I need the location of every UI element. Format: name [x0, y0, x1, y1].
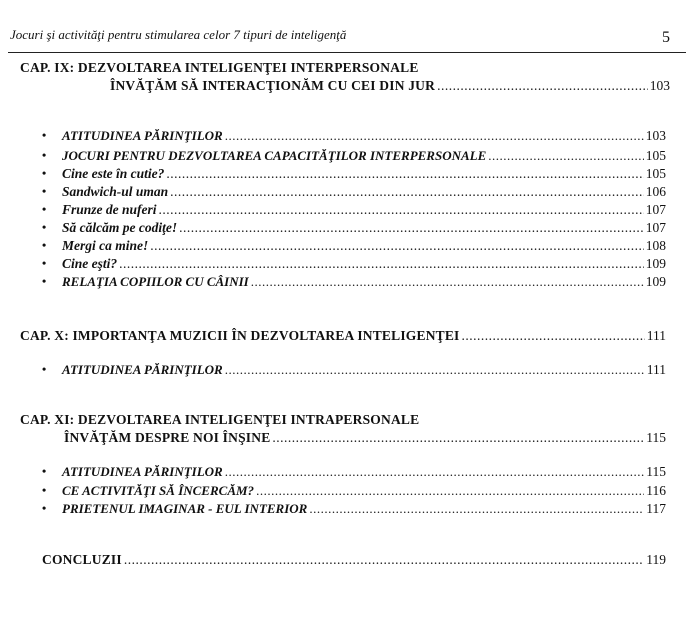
toc-entry-page: 109: [645, 256, 666, 271]
toc-entry-label: CE ACTIVITĂŢI SĂ ÎNCERCĂM?: [62, 483, 255, 498]
leader-dots: [225, 464, 645, 480]
leader-dots: [251, 274, 644, 290]
bullet-icon: •: [42, 202, 47, 216]
conclusions-entry: [42, 552, 666, 568]
toc-entry-page: 107: [645, 202, 666, 217]
toc-entry-label: ATITUDINEA PĂRINŢILOR: [62, 362, 223, 377]
bullet-icon: •: [42, 184, 47, 198]
toc-entry-label: Mergi ca mine!: [62, 238, 149, 253]
leader-dots: [272, 430, 644, 446]
toc-entry-label: Să călcăm pe codiţe!: [62, 220, 178, 235]
bullet-icon: •: [42, 274, 47, 288]
leader-dots: [462, 328, 645, 344]
leader-dots: [159, 202, 644, 218]
running-header: [10, 27, 676, 43]
bullet-icon: •: [42, 220, 47, 234]
toc-entry-label: RELAŢIA COPIILOR CU CÂINII: [62, 274, 249, 289]
chapter-10-title: CAP. X: IMPORTANŢA MUZICII ÎN DEZVOLTAREA INTELIGENŢEI: [20, 328, 460, 343]
bullet-icon: •: [42, 501, 47, 515]
toc-entry-page: 106: [645, 184, 666, 199]
page-number: 5: [662, 29, 670, 46]
toc-entry-label: ATITUDINEA PĂRINŢILOR: [62, 128, 223, 143]
bullet-icon: •: [42, 464, 47, 478]
toc-entry-label: PRIETENUL IMAGINAR - EUL INTERIOR: [62, 501, 308, 516]
leader-dots: [124, 552, 644, 568]
toc-entry-page: 105: [645, 148, 666, 163]
bullet-icon: •: [42, 483, 47, 497]
chapter-9-title: CAP. IX: DEZVOLTAREA INTELIGENŢEI INTERPERSONALE: [20, 60, 419, 75]
toc-entry: [62, 184, 666, 200]
toc-entry: [62, 148, 666, 164]
running-title: Jocuri şi activităţi pentru stimularea celor 7 tipuri de inteligenţă: [10, 27, 347, 42]
leader-dots: [256, 483, 644, 499]
toc-entry: [62, 128, 666, 144]
toc-entry: [62, 220, 666, 236]
chapter-9-subtitle-entry: [110, 78, 670, 94]
leader-dots: [150, 238, 644, 254]
toc-entry-label: Frunze de nuferi: [62, 202, 157, 217]
toc-entry-label: Cine eşti?: [62, 256, 118, 271]
toc-entry: [62, 166, 666, 182]
toc-entry-page: 103: [645, 128, 666, 143]
toc-entry-page: 116: [646, 483, 666, 498]
toc-entry-label: ATITUDINEA PĂRINŢILOR: [62, 464, 223, 479]
toc-entry-page: 108: [645, 238, 666, 253]
bullet-icon: •: [42, 128, 47, 142]
toc-entry-page: 111: [646, 362, 666, 377]
toc-entry: [62, 238, 666, 254]
toc-entry-label: Sandwich-ul uman: [62, 184, 169, 199]
toc-entry: [62, 274, 666, 290]
leader-dots: [179, 220, 644, 236]
bullet-icon: •: [42, 256, 47, 270]
toc-entry: [62, 362, 666, 378]
toc-entry: [62, 464, 666, 480]
chapter-9-page: 103: [649, 78, 670, 93]
toc-entry: [62, 483, 666, 499]
toc-entry-page: 107: [645, 220, 666, 235]
toc-entry-page: 109: [645, 274, 666, 289]
leader-dots: [170, 184, 644, 200]
toc-entry: [62, 501, 666, 517]
chapter-9-subtitle: ÎNVĂŢĂM SĂ INTERACŢIONĂM CU CEI DIN JUR: [110, 78, 436, 93]
chapter-11-subtitle-entry: [64, 430, 666, 446]
toc-entry-label: Cine este în cutie?: [62, 166, 165, 181]
conclusions-page: 119: [646, 552, 666, 567]
leader-dots: [309, 501, 644, 517]
chapter-10-entry: [20, 328, 666, 344]
toc-entry: [62, 256, 666, 272]
leader-dots: [225, 128, 644, 144]
toc-entry: [62, 202, 666, 218]
bullet-icon: •: [42, 166, 47, 180]
leader-dots: [488, 148, 643, 164]
chapter-11-title: CAP. XI: DEZVOLTAREA INTELIGENŢEI INTRAPERSONALE: [20, 412, 420, 427]
bullet-icon: •: [42, 148, 47, 162]
chapter-11-subtitle: ÎNVĂŢĂM DESPRE NOI ÎNŞINE: [64, 430, 271, 445]
header-divider: [8, 52, 686, 53]
chapter-11-page: 115: [646, 430, 666, 445]
bullet-icon: •: [42, 238, 47, 252]
leader-dots: [166, 166, 643, 182]
toc-entry-page: 115: [646, 464, 666, 479]
leader-dots: [225, 362, 645, 378]
chapter-10-page: 111: [646, 328, 666, 343]
toc-entry-page: 105: [645, 166, 666, 181]
bullet-icon: •: [42, 362, 47, 376]
leader-dots: [119, 256, 644, 272]
conclusions-label: CONCLUZII: [42, 552, 122, 567]
leader-dots: [437, 78, 648, 94]
toc-entry-label: JOCURI PENTRU DEZVOLTAREA CAPACITĂŢILOR INTERPERSONALE: [62, 148, 487, 163]
toc-entry-page: 117: [646, 501, 666, 516]
